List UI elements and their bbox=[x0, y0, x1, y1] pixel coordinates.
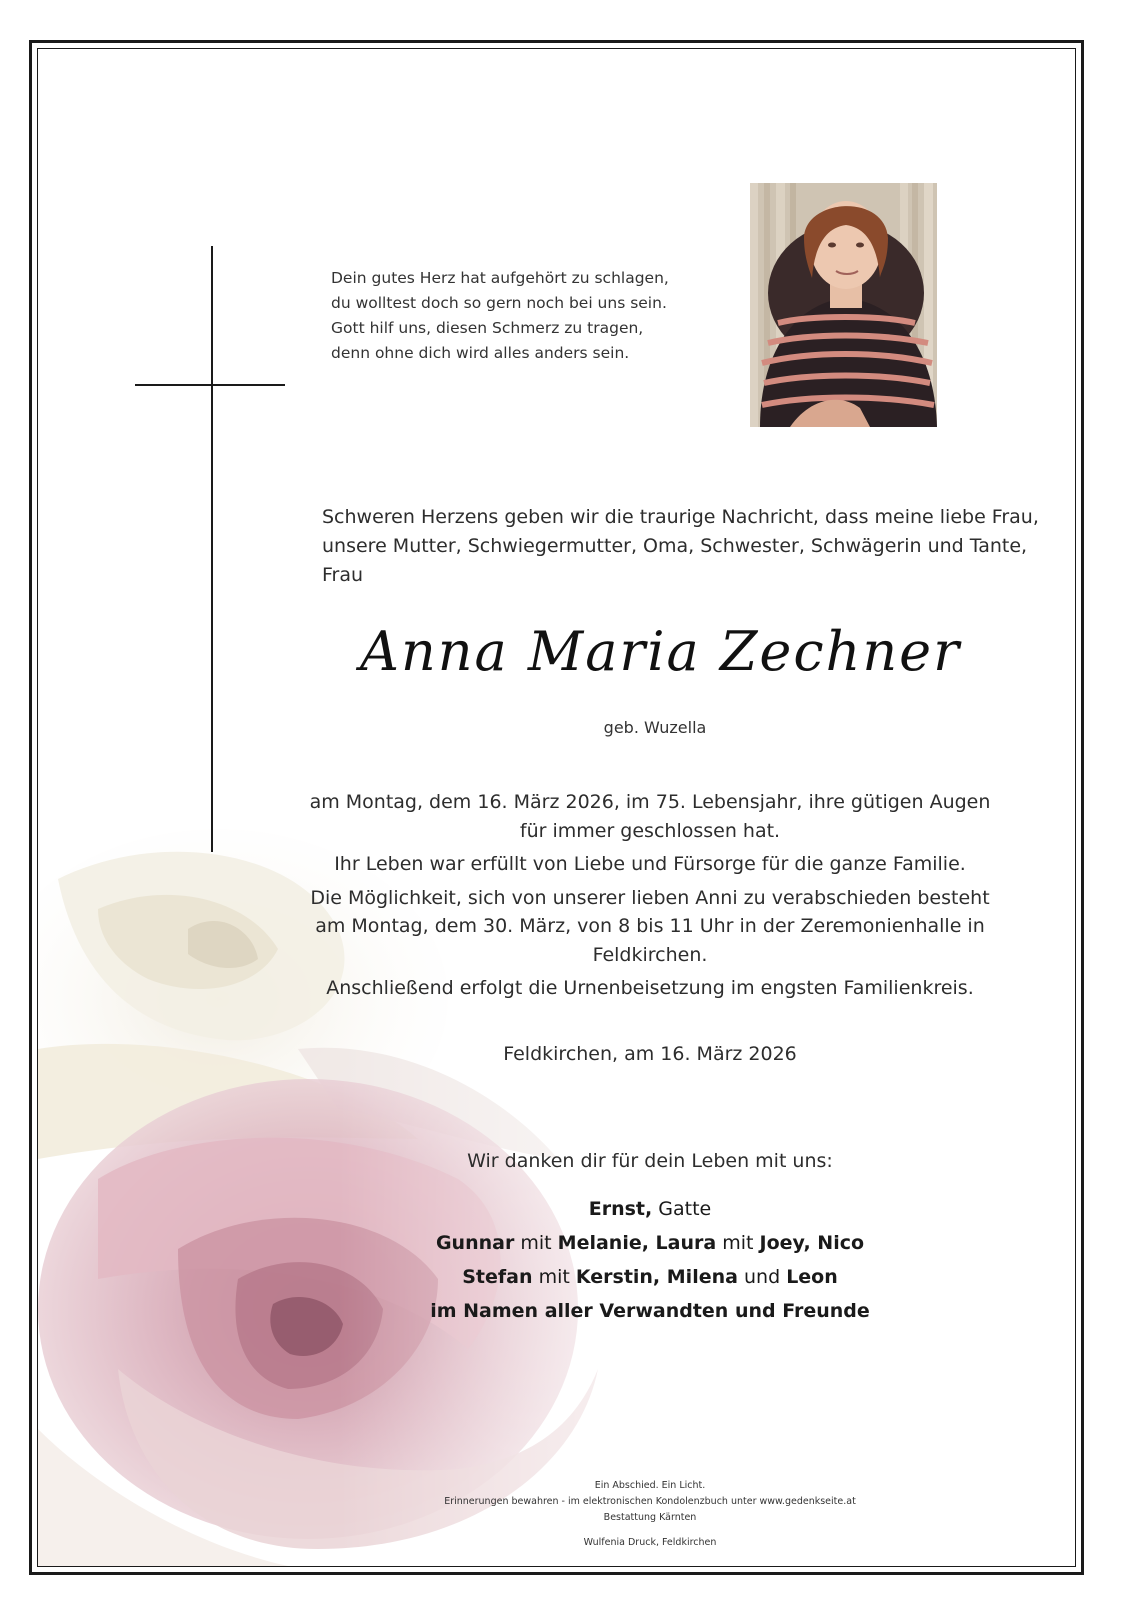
intro-line: unsere Mutter, Schwiegermutter, Oma, Schwester, Schwägerin und Tante, bbox=[322, 535, 1028, 557]
memorial-verse bbox=[331, 266, 691, 366]
mourners-list bbox=[350, 1192, 950, 1328]
connector-word: mit bbox=[520, 1232, 552, 1254]
mourner-name: Gunnar bbox=[435, 1232, 515, 1254]
mourner-name: Ernst, bbox=[588, 1198, 653, 1220]
mourner-name: Melanie, Laura bbox=[557, 1232, 717, 1254]
connector-word: mit bbox=[722, 1232, 754, 1254]
connector-word: mit bbox=[538, 1266, 570, 1288]
mourner-role: Gatte bbox=[658, 1198, 712, 1220]
thanks-line: Wir danken dir für dein Leben mit uns: bbox=[467, 1150, 833, 1172]
relatives-line: im Namen aller Verwandten und Freunde bbox=[430, 1300, 870, 1322]
connector-word: und bbox=[743, 1266, 781, 1288]
intro-line: Frau bbox=[322, 564, 364, 586]
mourner-line bbox=[350, 1260, 950, 1294]
farewell-paragraph: Die Möglichkeit, sich von unserer lieben Anni zu verabschieden besteht am Montag, dem 30. März, von 8 bis 11 Uhr in der Zeremonienhalle in Feldkirchen. bbox=[310, 886, 990, 966]
mourner-name: Joey, Nico bbox=[759, 1232, 865, 1254]
footer-condolence: Erinnerungen bewahren - im elektronischen Kondolenzbuch unter www.gedenkseite.at bbox=[444, 1496, 856, 1507]
verse-line: Gott hilf uns, diesen Schmerz zu tragen, bbox=[331, 319, 644, 337]
footer-undertaker: Bestattung Kärnten bbox=[603, 1512, 697, 1523]
deceased-name: Anna Maria Zechner bbox=[360, 620, 961, 683]
verse-line: Dein gutes Herz hat aufgehört zu schlagen, bbox=[331, 269, 669, 287]
mourner-line bbox=[350, 1192, 950, 1226]
intro-line: Schweren Herzens geben wir die traurige Nachricht, dass meine liebe Frau, bbox=[322, 506, 1039, 528]
cross-vertical bbox=[211, 246, 213, 852]
mourner-name: Leon bbox=[786, 1266, 838, 1288]
life-paragraph: Ihr Leben war erfüllt von Liebe und Fürsorge für die ganze Familie. bbox=[334, 853, 966, 875]
footer-printer: Wulfenia Druck, Feldkirchen bbox=[583, 1537, 717, 1548]
cross-horizontal bbox=[135, 384, 285, 386]
mourner-line bbox=[350, 1294, 950, 1328]
footer bbox=[400, 1478, 900, 1551]
burial-paragraph: Anschließend erfolgt die Urnenbeisetzung im engsten Familienkreis. bbox=[326, 977, 974, 999]
footer-slogan: Ein Abschied. Ein Licht. bbox=[594, 1480, 706, 1491]
verse-line: du wolltest doch so gern noch bei uns sein. bbox=[331, 294, 667, 312]
mourner-line bbox=[350, 1226, 950, 1260]
verse-line: denn ohne dich wird alles anders sein. bbox=[331, 344, 630, 362]
death-date-paragraph: am Montag, dem 16. März 2026, im 75. Lebensjahr, ihre gütigen Augen für immer geschlossen hat. bbox=[309, 791, 991, 842]
announcement-body bbox=[300, 788, 1000, 1008]
portrait-photo bbox=[750, 183, 937, 427]
intro-paragraph bbox=[322, 503, 1039, 590]
mourner-name: Stefan bbox=[462, 1266, 533, 1288]
birth-name: geb. Wuzella bbox=[603, 718, 707, 737]
place-date: Feldkirchen, am 16. März 2026 bbox=[503, 1043, 797, 1065]
mourner-name: Kerstin, Milena bbox=[575, 1266, 738, 1288]
